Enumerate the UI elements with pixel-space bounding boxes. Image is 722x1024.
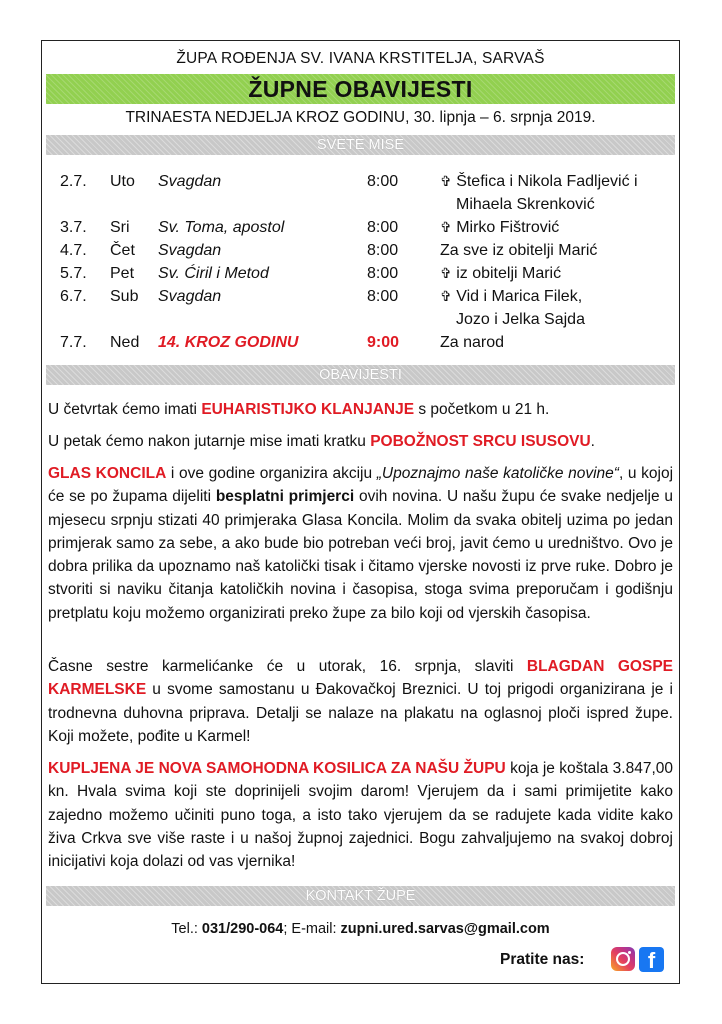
cross-icon: ✞ — [440, 174, 452, 190]
section-contact-header: KONTAKT ŽUPE — [46, 886, 675, 906]
notice-glas-koncila: GLAS KONCILA i ove godine organizira akciju „Upoznajmo naše katoličke novine“, u kojoj će se po župama dijeliti besplatni primjerci ovih novina. U našu župu će svake nedjelje u mjesecu srpnju stizati 40 primjeraka Glasa Koncila. Molim da svaka obitelj uzima po jedan primjerak samo za sebe, a ako bude bio potreban veći broj, javit ćemo u uredništvo. Ovo je dobra prilika da upoznamo naš katolički tisak i čitamo vjerske novosti iz prve ruke. Dobro je stvoriti si naviku čitanja katoličkih novina i časopisa, stoga svima preporučam i godišnju pretplatu koju možemo organizirati preko župe za bilo koji od vjerskih časopisa. — [48, 465, 674, 622]
section-masses-header: SVETE MISE — [46, 135, 675, 155]
notice-adoration: U četvrtak ćemo imati EUHARISTIJKO KLANJANJE s početkom u 21 h. — [48, 401, 550, 418]
liturgical-week: TRINAESTA NEDJELJA KROZ GODINU, 30. lipnja – 6. srpnja 2019. — [125, 109, 596, 126]
mass-intention: Za narod — [440, 334, 505, 351]
bulletin-frame: ŽUPA ROĐENJA SV. IVANA KRSTITELJA, SARVAŠ ŽUPNE OBAVIJESTI TRINAESTA NEDJELJA KROZ GODINU, 30. lipnja – 6. srpnja 2019. SVETE MISE 2.7. Uto Svagdan 8:00 ✞ Štefica i Nikola Fadljević i Mihaela Skrenković 3.7. Sri Sv. Toma, apostol 8:00 ✞ Mirko Fištrović 4.7. Čet Svagdan 8:00 Za sve iz obitelji Marić 5.7. Pet Sv. Ćiril i Metod 8:00 ✞ iz obitelji Marić 6.7. Sub Svagdan 8:00 ✞ Vid i Marica Filek, Jozo i Jelka Sajda 7.7. Ned 14. KROZ GODINU 9:00 Za narod OBAVIJESTI U četvrtak ćemo imati EUHARISTIJKO KLANJANJE s početkom u 21 h. U petak ćemo nakon jutarnje mise imati kratku POBOŽNOST SRCU ISUSOVU. GLAS KONCILA i ove godine organizira akciju „Upoznajmo naše katoličke novine“, u kojoj će se po župama dijeliti besplatni primjerci ovih novina. U našu župu će svake nedjelje u mjesecu srpnju stizati 40 primjeraka Glasa Koncila. Molim da svaka obitelj uzima po jedan primjerak samo za sebe, a ako bude bio potreban veći broj, javit ćemo u uredništvo. Ovo je dobra prilika da upoznamo naš katolički tisak i čitamo vjerske novosti iz prve ruke. Dobro je stvoriti si naviku čitanja katoličkih novina i časopisa, stoga svima preporučam i godišnju pretplatu koju možemo organizirati preko župe za bilo koji od vjerskih časopisa. Časne sestre karmelićanke će u utorak, 16. srpnja, slaviti BLAGDAN GOSPE KARMELSKE u svome samostanu u Đakovačkoj Breznici. U toj prigodi organizirana je i trodnevna duhovna priprava. Detalji se nalaze na plakatu na oglasnoj ploči ispred župe. Koji možete, pođite u Karmel! KUPLJENA JE NOVA SAMOHODNA KOSILICA ZA NAŠU ŽUPU koja je koštala 3.847,00 kn. Hvala svima koji ste doprinijeli svojim darom! Vjerujem da i sami primijetite kako zajedno možemo učiniti puno toga, a isto tako vjerujem da se radujete kada vidite kako živa Crkva sve više raste i u našoj župnoj zajednici. Bogu zahvaljujemo na svakoj dobroj inicijativi koja dolazi od vas vjernika! KONTAKT ŽUPE Tel.: 031/290-064; E-mail: zupni.ured.sarvas@gmail.com Pratite nas: f — [41, 40, 680, 984]
mass-intention: Vid i Marica Filek, — [456, 288, 583, 305]
cross-icon: ✞ — [440, 266, 452, 282]
email-address[interactable]: zupni.ured.sarvas@gmail.com — [340, 921, 550, 937]
mass-intention: Mirko Fištrović — [456, 219, 560, 236]
cross-icon: ✞ — [440, 220, 452, 236]
notice-sacred-heart: U petak ćemo nakon jutarnje mise imati kratku POBOŽNOST SRCU ISUSOVU. — [48, 433, 595, 450]
mass-intention: iz obitelji Marić — [456, 265, 562, 282]
section-notices-header: OBAVIJESTI — [46, 365, 675, 385]
instagram-icon[interactable] — [611, 947, 635, 971]
contact-line: Tel.: 031/290-064; E-mail: zupni.ured.sarvas@gmail.com — [171, 921, 550, 937]
notice-lawnmower: KUPLJENA JE NOVA SAMOHODNA KOSILICA ZA NAŠU ŽUPU koja je koštala 3.847,00 kn. Hvala svima koji ste doprinijeli svojim darom! Vjerujem da i sami primijetite kako zajedno možemo učiniti puno toga, a isto tako vjerujem da se radujete kada vidite kako živa Crkva sve više raste i u našoj župnoj zajednici. Bogu zahvaljujemo na svakoj dobroj inicijativi koja dolazi od vas vjernika! — [48, 760, 674, 871]
mass-intention: Štefica i Nikola Fadljević i — [456, 173, 638, 190]
facebook-icon[interactable]: f — [639, 947, 664, 972]
mass-intention: Za sve iz obitelji Marić — [440, 242, 598, 259]
notice-carmel: Časne sestre karmelićanke će u utorak, 16. srpnja, slaviti BLAGDAN GOSPE KARMELSKE u svome samostanu u Đakovačkoj Breznici. U toj prigodi organizirana je i trodnevna duhovna priprava. Detalji se nalaze na plakatu na oglasnoj ploči ispred župe. Koji možete, pođite u Karmel! — [48, 658, 673, 745]
parish-name: ŽUPA ROĐENJA SV. IVANA KRSTITELJA, SARVAŠ — [176, 50, 545, 67]
title-banner — [46, 74, 675, 104]
follow-us-label: Pratite nas: — [500, 951, 585, 968]
cross-icon: ✞ — [440, 289, 452, 305]
phone-number[interactable]: 031/290-064 — [201, 921, 284, 937]
bulletin-title: ŽUPNE OBAVIJESTI — [248, 76, 473, 102]
